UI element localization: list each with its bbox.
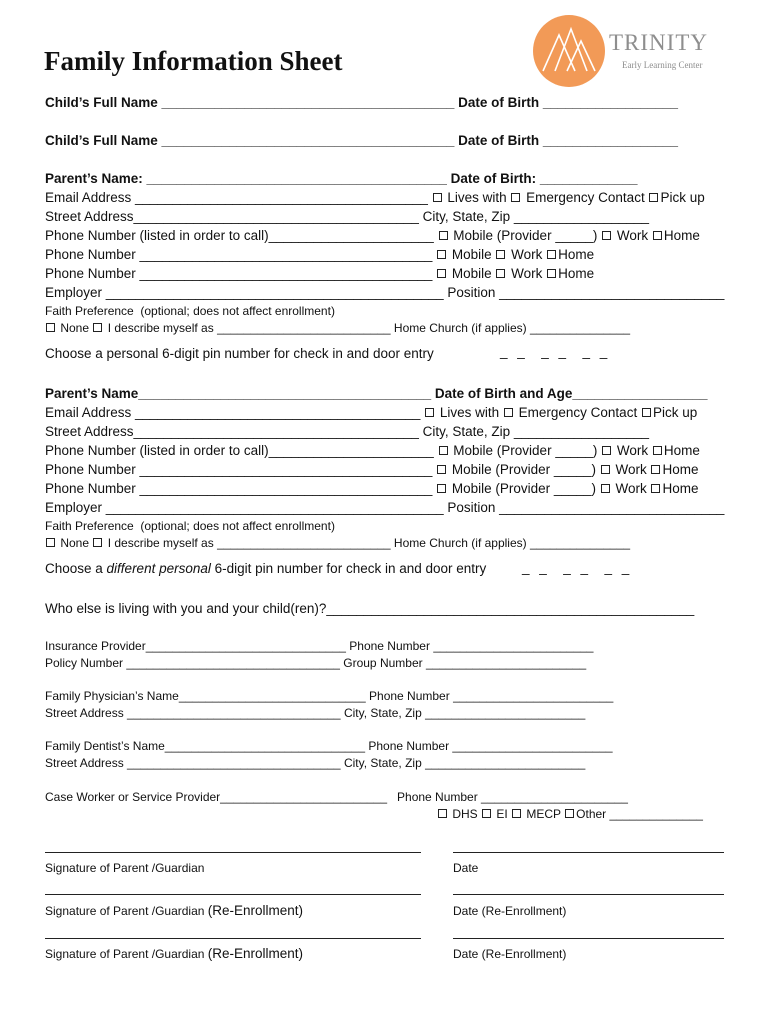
insurance-provider[interactable]: Insurance Provider______________________________ Phone Number ________________________ bbox=[45, 639, 594, 653]
describe-field[interactable]: I describe myself as __________________________ Home Church (if applies) _______________ bbox=[104, 321, 631, 335]
work-label: Work bbox=[613, 443, 652, 458]
dentist-name[interactable]: Family Dentist’s Name______________________________ Phone Number ________________________ bbox=[45, 739, 613, 753]
parent2-pin-input[interactable]: _ _ _ _ _ _ bbox=[522, 560, 633, 575]
trinity-logo bbox=[533, 15, 605, 87]
parent1-street[interactable]: Street Address______________________________________ City, State, Zip __________________ bbox=[45, 209, 650, 224]
work-checkbox[interactable] bbox=[496, 250, 505, 259]
brand-tagline: Early Learning Center bbox=[622, 60, 703, 70]
home-checkbox[interactable] bbox=[651, 484, 660, 493]
parent2-employer[interactable]: Employer _____________________________________________ Position ______________________________ bbox=[45, 500, 725, 515]
parent1-pin-label: Choose a personal 6-digit pin number for check in and door entry bbox=[45, 346, 434, 361]
mobile-label: Mobile (Provider _____) bbox=[448, 462, 600, 477]
parent2-phone3-row bbox=[45, 481, 698, 497]
agency-options bbox=[437, 806, 703, 822]
describe-checkbox[interactable] bbox=[93, 538, 102, 547]
none-label: None bbox=[57, 321, 93, 335]
home-label: Home bbox=[662, 462, 699, 477]
work-label: Work bbox=[611, 462, 651, 477]
emergency-contact-checkbox[interactable] bbox=[504, 408, 513, 417]
mobile-label: Mobile (Provider _____) bbox=[449, 443, 602, 458]
parent2-phone3[interactable]: Phone Number _______________________________________ bbox=[45, 481, 437, 496]
parent2-phone2[interactable]: Phone Number _______________________________________ bbox=[45, 462, 437, 477]
child-line-1: Child’s Full Name _______________________________________ Date of Birth __________________ bbox=[45, 95, 678, 110]
describe-checkbox[interactable] bbox=[93, 323, 102, 332]
parent2-phone1[interactable]: Phone Number (listed in order to call)______________________ bbox=[45, 443, 438, 458]
pick-up-checkbox[interactable] bbox=[642, 408, 651, 417]
parent2-name: Parent’s Name_______________________________________ Date of Birth and Age__________________ bbox=[45, 386, 708, 401]
date-label-3: Date (Re-Enrollment) bbox=[453, 947, 567, 961]
brand-name: TRINITY bbox=[609, 30, 708, 55]
home-checkbox[interactable] bbox=[653, 446, 662, 455]
work-checkbox[interactable] bbox=[602, 446, 611, 455]
mobile-checkbox[interactable] bbox=[439, 446, 448, 455]
pin-pre: Choose a bbox=[45, 561, 107, 576]
other-field[interactable]: Other ______________ bbox=[576, 807, 703, 821]
sig3-reenroll: (Re-Enrollment) bbox=[207, 946, 304, 961]
home-checkbox[interactable] bbox=[547, 269, 556, 278]
work-label: Work bbox=[613, 228, 652, 243]
home-label: Home bbox=[663, 443, 700, 458]
pick-up-label: Pick up bbox=[660, 190, 705, 205]
mobile-checkbox[interactable] bbox=[437, 269, 446, 278]
mobile-label: Mobile bbox=[448, 266, 496, 281]
dentist-street[interactable]: Street Address ________________________________ City, State, Zip ________________________ bbox=[45, 756, 586, 770]
signature-label-1: Signature of Parent /Guardian bbox=[45, 861, 205, 875]
mobile-checkbox[interactable] bbox=[439, 231, 448, 240]
parent2-pin-label bbox=[45, 561, 486, 577]
sig2-text: Signature of Parent /Guardian bbox=[45, 904, 208, 918]
date-line-2[interactable] bbox=[453, 894, 724, 895]
parent2-street[interactable]: Street Address______________________________________ City, State, Zip __________________ bbox=[45, 424, 650, 439]
dhs-label: DHS bbox=[449, 807, 482, 821]
mobile-checkbox[interactable] bbox=[437, 465, 446, 474]
parent1-employer[interactable]: Employer _____________________________________________ Position ______________________________ bbox=[45, 285, 725, 300]
parent2-phone2-row bbox=[45, 462, 698, 478]
signature-line-1[interactable] bbox=[45, 852, 421, 853]
lives-with-label: Lives with bbox=[436, 405, 503, 420]
work-label: Work bbox=[611, 481, 651, 496]
home-checkbox[interactable] bbox=[653, 231, 662, 240]
describe-field[interactable]: I describe myself as __________________________ Home Church (if applies) _______________ bbox=[104, 536, 631, 550]
lives-with-label: Lives with bbox=[443, 190, 511, 205]
parent1-phone2-row bbox=[45, 247, 594, 263]
home-label: Home bbox=[663, 228, 700, 243]
case-worker[interactable]: Case Worker or Service Provider_________________________ Phone Number ______________________ bbox=[45, 790, 628, 804]
physician-name[interactable]: Family Physician’s Name____________________________ Phone Number ________________________ bbox=[45, 689, 614, 703]
work-checkbox[interactable] bbox=[601, 484, 610, 493]
pin-post: 6-digit pin number for check in and door entry bbox=[210, 561, 487, 576]
mecp-checkbox[interactable] bbox=[512, 809, 521, 818]
date-label-2: Date (Re-Enrollment) bbox=[453, 904, 567, 918]
child-name-2[interactable] bbox=[45, 133, 678, 149]
mobile-checkbox[interactable] bbox=[437, 250, 446, 259]
home-label: Home bbox=[662, 481, 699, 496]
date-label-1: Date bbox=[453, 861, 479, 875]
pick-up-label: Pick up bbox=[652, 405, 698, 420]
page-title: Family Information Sheet bbox=[44, 46, 343, 76]
parent2-faith-label: Faith Preference (optional; does not affect enrollment) bbox=[45, 519, 335, 533]
mobile-checkbox[interactable] bbox=[437, 484, 446, 493]
date-line-1[interactable] bbox=[453, 852, 724, 853]
signature-label-3 bbox=[45, 946, 303, 962]
lives-with-checkbox[interactable] bbox=[425, 408, 434, 417]
work-label: Work bbox=[507, 247, 547, 262]
pick-up-checkbox[interactable] bbox=[649, 193, 658, 202]
mecp-label: MECP bbox=[523, 807, 565, 821]
sig3-text: Signature of Parent /Guardian bbox=[45, 947, 208, 961]
household-question[interactable]: Who else is living with you and your child(ren)?_________________________________________________ bbox=[45, 601, 695, 616]
sig2-reenroll: (Re-Enrollment) bbox=[207, 903, 304, 918]
home-label: Home bbox=[558, 247, 595, 262]
mobile-label: Mobile (Provider _____) bbox=[449, 228, 602, 243]
ei-checkbox[interactable] bbox=[482, 809, 491, 818]
signature-line-3[interactable] bbox=[45, 938, 421, 939]
lives-with-checkbox[interactable] bbox=[433, 193, 442, 202]
ei-label: EI bbox=[493, 807, 512, 821]
parent1-phone1-row bbox=[45, 228, 700, 244]
parent2-email[interactable]: Email Address ______________________________________ bbox=[45, 405, 425, 420]
signature-label-2 bbox=[45, 903, 303, 919]
child-line-2: Child’s Full Name _______________________________________ Date of Birth __________________ bbox=[45, 133, 678, 148]
emergency-contact-label: Emergency Contact bbox=[514, 405, 641, 420]
parent1-phone1[interactable]: Phone Number (listed in order to call)______________________ bbox=[45, 228, 438, 243]
parent1-phone2[interactable]: Phone Number _______________________________________ bbox=[45, 247, 437, 262]
parent1-faith-label: Faith Preference (optional; does not affect enrollment) bbox=[45, 304, 335, 318]
parent2-name-row[interactable] bbox=[45, 386, 708, 402]
signature-line-2[interactable] bbox=[45, 894, 421, 895]
work-checkbox[interactable] bbox=[496, 269, 505, 278]
other-checkbox[interactable] bbox=[565, 809, 574, 818]
pin-emphasis: different personal bbox=[106, 561, 211, 576]
work-checkbox[interactable] bbox=[602, 231, 611, 240]
mobile-label: Mobile (Provider _____) bbox=[448, 481, 600, 496]
home-label: Home bbox=[558, 266, 595, 281]
parent2-faith-row bbox=[45, 535, 630, 551]
none-checkbox[interactable] bbox=[46, 323, 55, 332]
parent1-phone3-row bbox=[45, 266, 594, 282]
none-label: None bbox=[57, 536, 93, 550]
physician-street[interactable]: Street Address ________________________________ City, State, Zip ________________________ bbox=[45, 706, 586, 720]
parent2-phone1-row bbox=[45, 443, 700, 459]
parent1-phone3[interactable]: Phone Number _______________________________________ bbox=[45, 266, 437, 281]
mountain-logo-icon bbox=[533, 15, 605, 87]
emergency-contact-checkbox[interactable] bbox=[511, 193, 520, 202]
none-checkbox[interactable] bbox=[46, 538, 55, 547]
home-checkbox[interactable] bbox=[547, 250, 556, 259]
parent1-email-row bbox=[45, 190, 705, 206]
parent1-faith-row bbox=[45, 320, 630, 336]
date-line-3[interactable] bbox=[453, 938, 724, 939]
parent1-pin-input[interactable]: _ _ _ _ _ _ bbox=[500, 344, 611, 359]
mobile-label: Mobile bbox=[448, 247, 496, 262]
emergency-contact-label: Emergency Contact bbox=[522, 190, 649, 205]
home-checkbox[interactable] bbox=[651, 465, 660, 474]
policy-number[interactable]: Policy Number ________________________________ Group Number ________________________ bbox=[45, 656, 587, 670]
parent1-name[interactable]: Parent’s Name: ________________________________________ Date of Birth: _____________ bbox=[45, 171, 638, 186]
work-label: Work bbox=[507, 266, 547, 281]
dhs-checkbox[interactable] bbox=[438, 809, 447, 818]
work-checkbox[interactable] bbox=[601, 465, 610, 474]
child-name-1[interactable] bbox=[45, 95, 678, 111]
parent2-email-row bbox=[45, 405, 697, 421]
parent1-email[interactable]: Email Address _______________________________________ bbox=[45, 190, 432, 205]
